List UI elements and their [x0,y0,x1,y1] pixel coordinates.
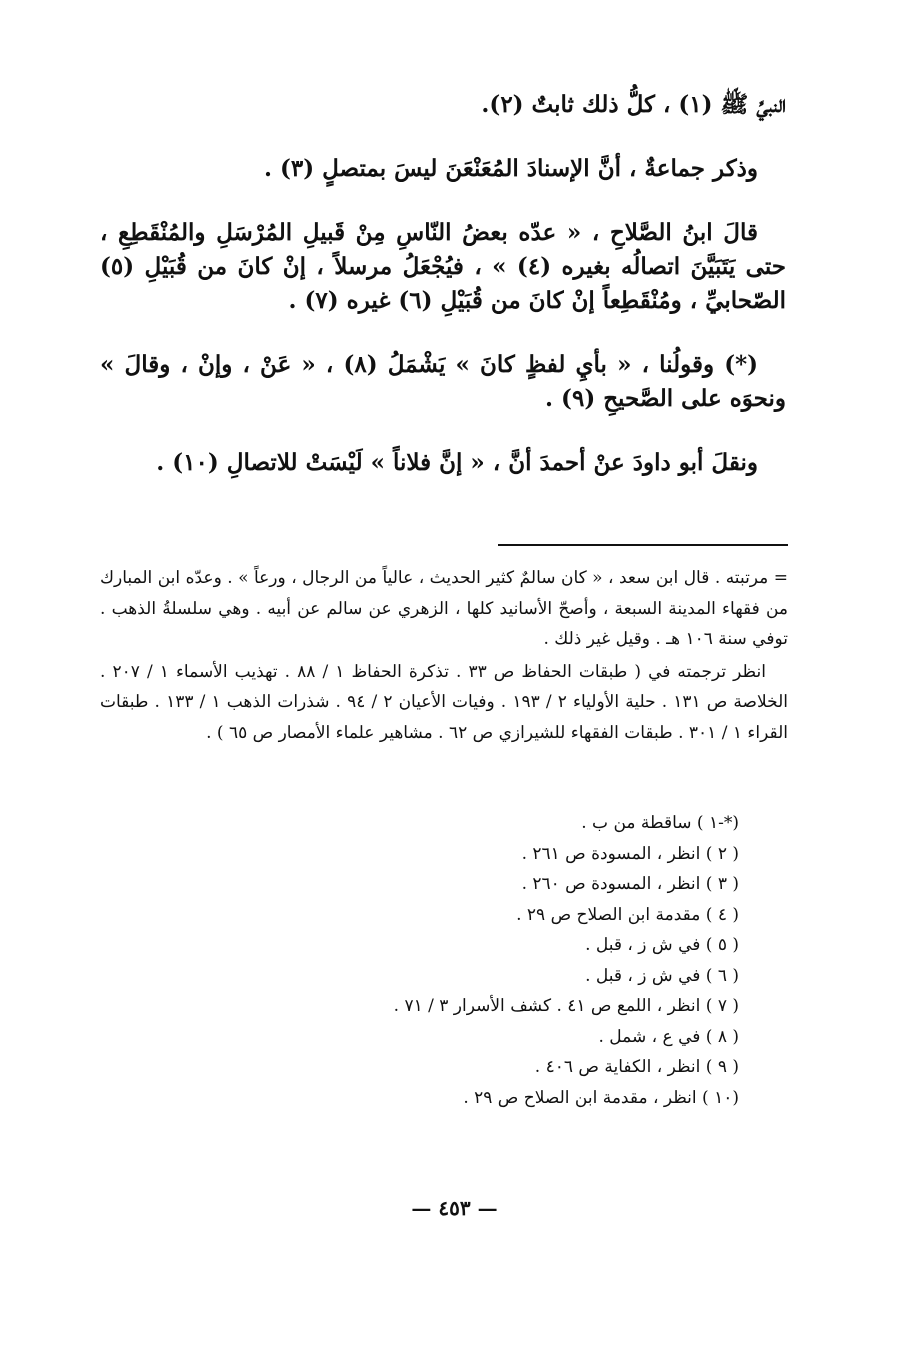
main-text [100,88,786,510]
footnotes-continuation [100,563,788,750]
main-paragraph-4: (*) وقولُنا ، « بأيِ لفظٍ كانَ » يَشْمَلُ (٨) ، « عَنْ ، وإنْ ، وقالَ » ونحوَه على الصَّحيحِ (٩) . [100,351,786,412]
note-continuation: = مرتبته . قال ابن سعد ، « كان سالمٌ كثير الحديث ، عالياً من الرجال ، ورعاً » . وعدّه ابن المبارك من فقهاء المدينة السبعة ، وأصحّ الأسانيد كلها ، الزهري عن سالم عن أبيه . وهي سلسلةُ الذهب . توفي سنة ١٠٦ هـ . وقيل غير ذلك . [100,568,788,649]
footnote-item: ( ٦ ) في ش ز ، قبل . [585,965,739,986]
main-paragraph-2: وذكر جماعةٌ ، أنَّ الإسنادَ المُعَنْعَنَ ليسَ بمتصلٍ (٣) . [263,155,758,182]
note-references: انظر ترجمته في ( طبقات الحفاظ ص ٣٣ . تذكرة الحفاظ ١ / ٨٨ . تهذيب الأسماء ١ / ٢٠٧ . الخلاصة ص ١٣١ . حلية الأولياء ٢ / ١٩٣ . وفيات الأعيان ٢ / ٩٤ . شذرات الذهب ١ / ١٣٣ . طبقات القراء ١ / ٣٠١ . طبقات الفقهاء للشيرازي ص ٦٢ . مشاهير علماء الأمصار ص ٦٥ ) . [100,661,788,743]
footnote-item: ( ٥ ) في ش ز ، قبل . [585,935,739,955]
footnote-item: ( ٢ ) انظر ، المسودة ص ٢٦١ . [521,843,739,864]
main-paragraph-3: قالَ ابنُ الصَّلاحِ ، « عدّه بعضُ النّاسِ مِنْ قَبيلِ المُرْسَلِ والمُنْقَطِعِ ، حتى يَتَبَيَّنَ اتصالُه بغيره (٤) » ، فيُجْعَلُ مرسلاً ، إنْ كانَ من قُبَيْلِ (٥) الصّحابيِّ ، ومُنْقَطِعاً إنْ كانَ من قُبَيْلِ (٦) غيره (٧) . [100,219,787,314]
footnote-item: (*-١ ) ساقطة من ب . [581,813,739,833]
footnote-item: ( ٤ ) مقدمة ابن الصلاح ص ٢٩ . [516,904,739,925]
footnote-separator [498,544,788,546]
footnote-list [394,808,739,1113]
main-paragraph-5: ونقلَ أبو داودَ عنْ أحمدَ أنَّ ، « إنَّ فلاناً » لَيْسَتْ للاتصالِ (١٠) . [156,449,758,476]
footnote-item: ( ٧ ) انظر ، اللمع ص ٤١ . كشف الأسرار ٣ / ٧١ . [393,996,739,1016]
main-paragraph-1: النبيِّ ﷺ (١) ، كلُّ ذلك ثابتٌ (٢). [481,91,786,118]
footnote-item: ( ٨ ) في ع ، شمل . [598,1026,739,1047]
footnote-item: ( ٩ ) انظر ، الكفاية ص ٤٠٦ . [534,1057,739,1077]
footnote-item: (١٠ ) انظر ، مقدمة ابن الصلاح ص ٢٩ . [463,1087,739,1108]
footnote-item: ( ٣ ) انظر ، المسودة ص ٢٦٠ . [521,874,739,894]
page-number: — ٤٥٣ — [411,1196,498,1220]
